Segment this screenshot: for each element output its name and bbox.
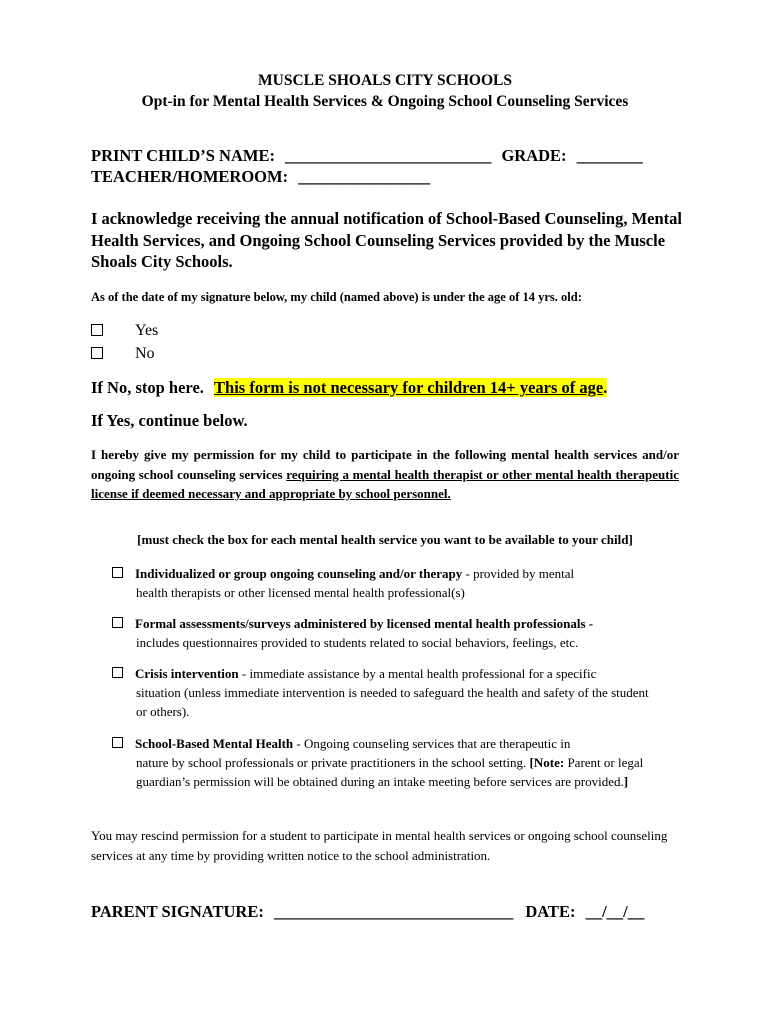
option-no[interactable] [91,345,155,363]
note-label: [Note: [529,755,565,770]
service-title: Individualized or group ongoing counseling and/or therapy [135,566,463,581]
note-end: ] [623,774,629,789]
service-title: Crisis intervention [135,666,239,681]
if-no-lead: If No, stop here. [91,378,204,397]
form-subtitle: Opt-in for Mental Health Services & Ongoing School Counseling Services [141,93,629,110]
service-checkbox[interactable] [112,737,123,748]
service-checkbox[interactable] [112,667,123,678]
yes-checkbox[interactable] [91,324,103,336]
service-desc-rest: health therapists or other licensed mental health professional(s) [136,585,465,600]
service-item [112,614,672,652]
service-item [112,564,672,602]
service-desc: - Ongoing counseling services that are therapeutic in [293,736,571,751]
no-checkbox[interactable] [91,347,103,359]
permission-text: I hereby give my permission for my child to participate in the following mental health services and/or ongoing school counseling services [91,447,679,482]
grade-label: GRADE: [501,146,567,165]
district-name: MUSCLE SHOALS CITY SCHOOLS [258,72,512,89]
acknowledgement-text: I acknowledge receiving the annual notification of School-Based Counseling, Mental Health Services, and Ongoing School Counseling Services provided by the Muscle Shoals City Schools. [91,209,682,271]
signature-row [91,902,644,922]
service-title: School-Based Mental Health [135,736,294,751]
if-no-end: . [603,378,608,397]
service-title: Formal assessments/surveys administered by licensed mental health professionals - [135,616,594,631]
date-label: DATE: [525,902,576,921]
note-text: Parent or legal guardian’s permission will be obtained during an intake meeting before services are provided. [136,755,644,789]
yes-label: Yes [135,322,159,339]
if-yes-notice: If Yes, continue below. [91,411,248,430]
service-desc-rest: nature by school professionals or private practitioners in the school setting. [136,755,527,770]
child-name-label: PRINT CHILD’S NAME: [91,146,275,165]
service-instruction: [must check the box for each mental health service you want to be available to your child] [137,532,633,547]
service-desc: - immediate assistance by a mental health professional for a specific [238,666,597,681]
date-field[interactable]: __/__/__ [585,902,645,921]
child-name-row [91,146,643,166]
age-question: As of the date of my signature below, my child (named above) is under the age of 14 yrs. old: [91,290,582,304]
grade-field[interactable]: ________ [576,146,643,165]
if-no-notice [91,378,607,398]
form-header [0,70,770,112]
option-yes[interactable] [91,322,158,340]
permission-underlined: requiring a mental health therapist or other mental health therapeutic license if deemed necessary and appropriate by school personnel. [91,466,679,501]
service-checkbox[interactable] [112,567,123,578]
teacher-field[interactable]: ________________ [298,167,431,186]
signature-field[interactable]: _____________________________ [273,902,514,921]
teacher-row [91,167,430,187]
no-label: No [135,345,155,362]
permission-statement [91,445,679,504]
teacher-label: TEACHER/HOMEROOM: [91,167,289,186]
child-name-field[interactable]: _________________________ [285,146,492,165]
service-item [112,734,672,791]
service-checkbox[interactable] [112,617,123,628]
signature-label: PARENT SIGNATURE: [91,902,264,921]
rescind-notice: You may rescind permission for a student to participate in mental health services or ongoing school counseling services at any time by providing written notice to the school administration. [91,828,668,863]
age-highlight: This form is not necessary for children 14+ years of age [214,378,604,397]
service-desc-rest: situation (unless immediate intervention is needed to safeguard the health and safety of the student or others). [136,685,649,719]
service-item [112,664,672,721]
service-desc-rest: includes questionnaires provided to students related to social behaviors, feelings, etc. [136,635,579,650]
service-desc: - provided by mental [462,566,575,581]
